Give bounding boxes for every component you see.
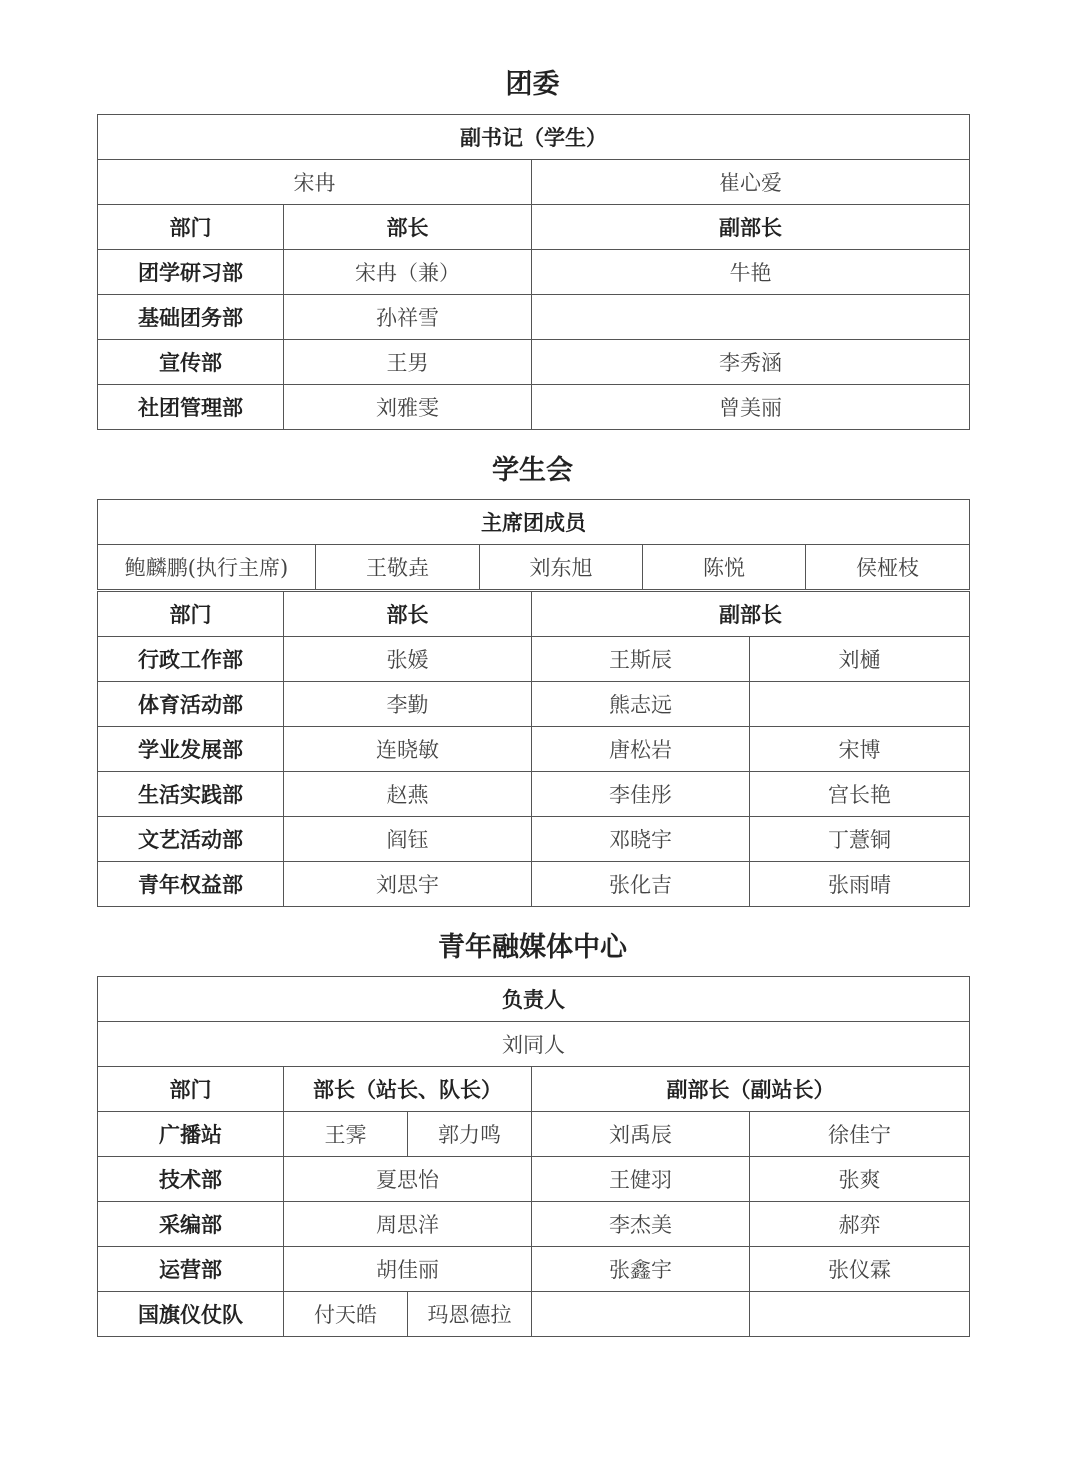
- deputy-name: 刘樋: [750, 637, 970, 682]
- deputy-name: 刘禹辰: [532, 1112, 750, 1157]
- deputy-name: 熊志远: [532, 682, 750, 727]
- head-name: 玛恩德拉: [408, 1292, 532, 1337]
- deputy-name: 王斯辰: [532, 637, 750, 682]
- deputy-name: 李佳彤: [532, 772, 750, 817]
- head-name: 付天皓: [284, 1292, 408, 1337]
- deputy-name: 郝弈: [750, 1202, 970, 1247]
- member-name: 陈悦: [643, 545, 806, 590]
- deputy-name: [532, 1292, 750, 1337]
- head-name: 刘雅雯: [284, 385, 532, 430]
- dept-name: 宣传部: [98, 340, 284, 385]
- deputy-name: 徐佳宁: [750, 1112, 970, 1157]
- dept-name: 行政工作部: [98, 637, 284, 682]
- table-row: [98, 385, 970, 430]
- xueshenghui-header-table: [97, 499, 970, 590]
- deputy-name: 李秀涵: [532, 340, 970, 385]
- col-header-dept: 部门: [98, 592, 284, 637]
- dept-name: 社团管理部: [98, 385, 284, 430]
- dept-name: 国旗仪仗队: [98, 1292, 284, 1337]
- dept-name: 体育活动部: [98, 682, 284, 727]
- table-row: [98, 1247, 970, 1292]
- table-row: [98, 637, 970, 682]
- dept-name: 广播站: [98, 1112, 284, 1157]
- deputy-name: 张仪霖: [750, 1247, 970, 1292]
- col-header-deputy: 副部长: [532, 205, 970, 250]
- head-name: 李勤: [284, 682, 532, 727]
- sub-header: 副书记（学生）: [98, 115, 970, 160]
- table-row: [98, 817, 970, 862]
- table-row: [98, 1157, 970, 1202]
- table-row: [98, 340, 970, 385]
- sub-header: 主席团成员: [98, 500, 970, 545]
- table-row: [98, 1292, 970, 1337]
- table-row: [98, 682, 970, 727]
- deputy-name: 曾美丽: [532, 385, 970, 430]
- col-header-deputy: 副部长: [532, 592, 970, 637]
- deputy-name: 邓晓宇: [532, 817, 750, 862]
- rongmeiti-table: [97, 976, 970, 1337]
- head-name: 胡佳丽: [284, 1247, 532, 1292]
- member-name: 刘东旭: [480, 545, 643, 590]
- table-row: [98, 862, 970, 907]
- head-name: 张媛: [284, 637, 532, 682]
- dept-name: 学业发展部: [98, 727, 284, 772]
- head-name: 阎钰: [284, 817, 532, 862]
- col-header-deputy: 副部长（副站长）: [532, 1067, 970, 1112]
- deputy-name: 唐松岩: [532, 727, 750, 772]
- head-name: 刘思宇: [284, 862, 532, 907]
- dept-name: 运营部: [98, 1247, 284, 1292]
- deputy-name: 张爽: [750, 1157, 970, 1202]
- head-name: 周思洋: [284, 1202, 532, 1247]
- deputy-name: [750, 682, 970, 727]
- table-row: [98, 295, 970, 340]
- dept-name: 青年权益部: [98, 862, 284, 907]
- dept-name: 技术部: [98, 1157, 284, 1202]
- head-name: 连晓敏: [284, 727, 532, 772]
- dept-name: 采编部: [98, 1202, 284, 1247]
- deputy-name: 宫长艳: [750, 772, 970, 817]
- table-row: [98, 1112, 970, 1157]
- xueshenghui-table: [97, 591, 970, 907]
- head-name: 王男: [284, 340, 532, 385]
- deputy-name: 王健羽: [532, 1157, 750, 1202]
- leader-name: 刘同人: [98, 1022, 970, 1067]
- section-title-xueshenghui: 学生会: [492, 455, 573, 486]
- secretary-name: 崔心爱: [532, 160, 970, 205]
- deputy-name: [532, 295, 970, 340]
- member-name: 王敬垚: [316, 545, 480, 590]
- dept-name: 基础团务部: [98, 295, 284, 340]
- col-header-head: 部长: [284, 205, 532, 250]
- tuanwei-table: [97, 114, 970, 430]
- head-name: 孙祥雪: [284, 295, 532, 340]
- secretary-name: 宋冉: [98, 160, 532, 205]
- table-row: [98, 1202, 970, 1247]
- deputy-name: 宋博: [750, 727, 970, 772]
- col-header-head: 部长（站长、队长）: [284, 1067, 532, 1112]
- dept-name: 生活实践部: [98, 772, 284, 817]
- section-title-tuanwei: 团委: [505, 69, 560, 100]
- deputy-name: [750, 1292, 970, 1337]
- head-name: 宋冉（兼）: [284, 250, 532, 295]
- head-name: 赵燕: [284, 772, 532, 817]
- head-name: 夏思怡: [284, 1157, 532, 1202]
- col-header-dept: 部门: [98, 1067, 284, 1112]
- member-name: 侯桠枝: [806, 545, 970, 590]
- col-header-head: 部长: [284, 592, 532, 637]
- deputy-name: 张化吉: [532, 862, 750, 907]
- table-row: [98, 772, 970, 817]
- deputy-name: 李杰美: [532, 1202, 750, 1247]
- deputy-name: 张鑫宇: [532, 1247, 750, 1292]
- dept-name: 团学研习部: [98, 250, 284, 295]
- head-name: 王霁: [284, 1112, 408, 1157]
- head-name: 郭力鸣: [408, 1112, 532, 1157]
- table-row: [98, 727, 970, 772]
- table-row: [98, 250, 970, 295]
- deputy-name: 丁薏铜: [750, 817, 970, 862]
- deputy-name: 牛艳: [532, 250, 970, 295]
- dept-name: 文艺活动部: [98, 817, 284, 862]
- col-header-dept: 部门: [98, 205, 284, 250]
- member-name: 鲍麟鹏(执行主席): [98, 545, 316, 590]
- sub-header: 负责人: [98, 977, 970, 1022]
- deputy-name: 张雨晴: [750, 862, 970, 907]
- section-title-rongmeiti: 青年融媒体中心: [438, 932, 627, 963]
